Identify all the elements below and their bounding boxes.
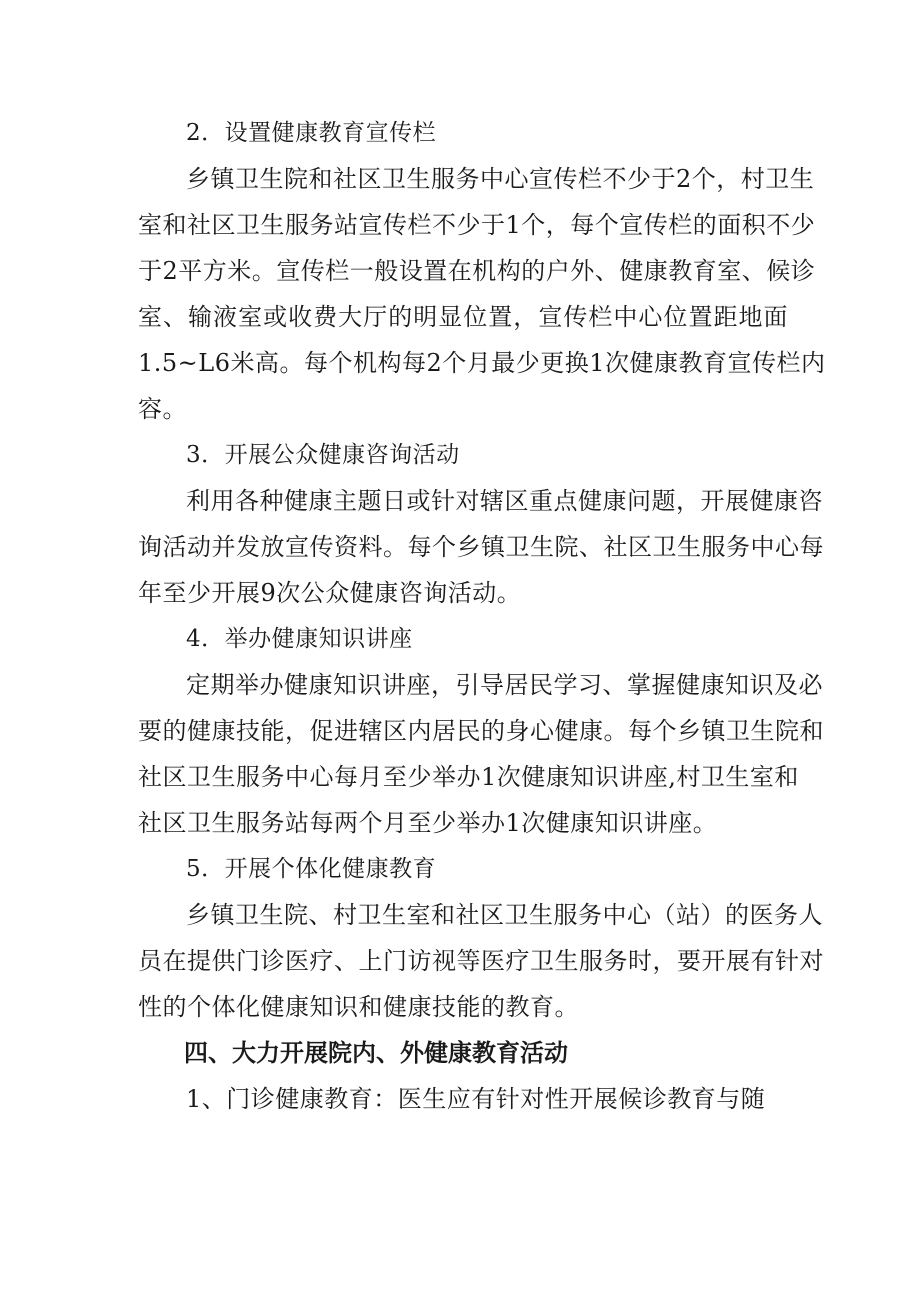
section-3-line-1: 利用各种健康主题日或针对辖区重点健康问题，开展健康咨	[186, 487, 823, 515]
section-2-line-2: 室和社区卫生服务站宣传栏不少于1个，每个宣传栏的面积不少	[138, 211, 816, 239]
section-2-line-1: 乡镇卫生院和社区卫生服务中心宣传栏不少于2个，村卫生	[186, 165, 815, 193]
section-2-heading: 2．设置健康教育宣传栏	[186, 120, 437, 146]
section-4-line-4: 社区卫生服务站每两个月至少举办1次健康知识讲座。	[138, 809, 718, 837]
section-2-line-5: 1.5~L6米高。每个机构每2个月最少更换1次健康教育宣传栏内	[138, 349, 826, 377]
section-5-heading: 5．开展个体化健康教育	[186, 856, 437, 882]
section-2-line-3: 于2平方米。宣传栏一般设置在机构的户外、健康教育室、候诊	[138, 257, 816, 285]
section-4-line-1: 定期举办健康知识讲座，引导居民学习、掌握健康知识及必	[186, 671, 823, 699]
section-4-heading: 4．举办健康知识讲座	[186, 626, 413, 652]
section-4-line-3: 社区卫生服务中心每月至少举办1次健康知识讲座,村卫生室和	[138, 763, 799, 791]
section-5-line-3: 性的个体化健康知识和健康技能的教育。	[138, 993, 579, 1021]
section-2-line-4: 室、输液室或收费大厅的明显位置，宣传栏中心位置距地面	[138, 303, 788, 331]
section-2-line-6: 容。	[138, 395, 187, 423]
section-5-line-1: 乡镇卫生院、村卫生室和社区卫生服务中心（站）的医务人	[186, 901, 823, 929]
section-5-line-2: 员在提供门诊医疗、上门访视等医疗卫生服务时，要开展有针对	[138, 947, 824, 975]
chapter-4-heading: 四、大力开展院内、外健康教育活动	[184, 1039, 568, 1067]
document-page	[138, 110, 826, 1122]
section-4-line-2: 要的健康技能，促进辖区内居民的身心健康。每个乡镇卫生院和	[138, 717, 824, 745]
section-3-line-2: 询活动并发放宣传资料。每个乡镇卫生院、社区卫生服务中心每	[138, 533, 824, 561]
chapter-4-line-1: 1、门诊健康教育：医生应有针对性开展候诊教育与随	[186, 1085, 766, 1113]
section-3-heading: 3．开展公众健康咨询活动	[186, 442, 460, 468]
section-3-line-3: 年至少开展9次公众健康咨询活动。	[138, 579, 522, 607]
